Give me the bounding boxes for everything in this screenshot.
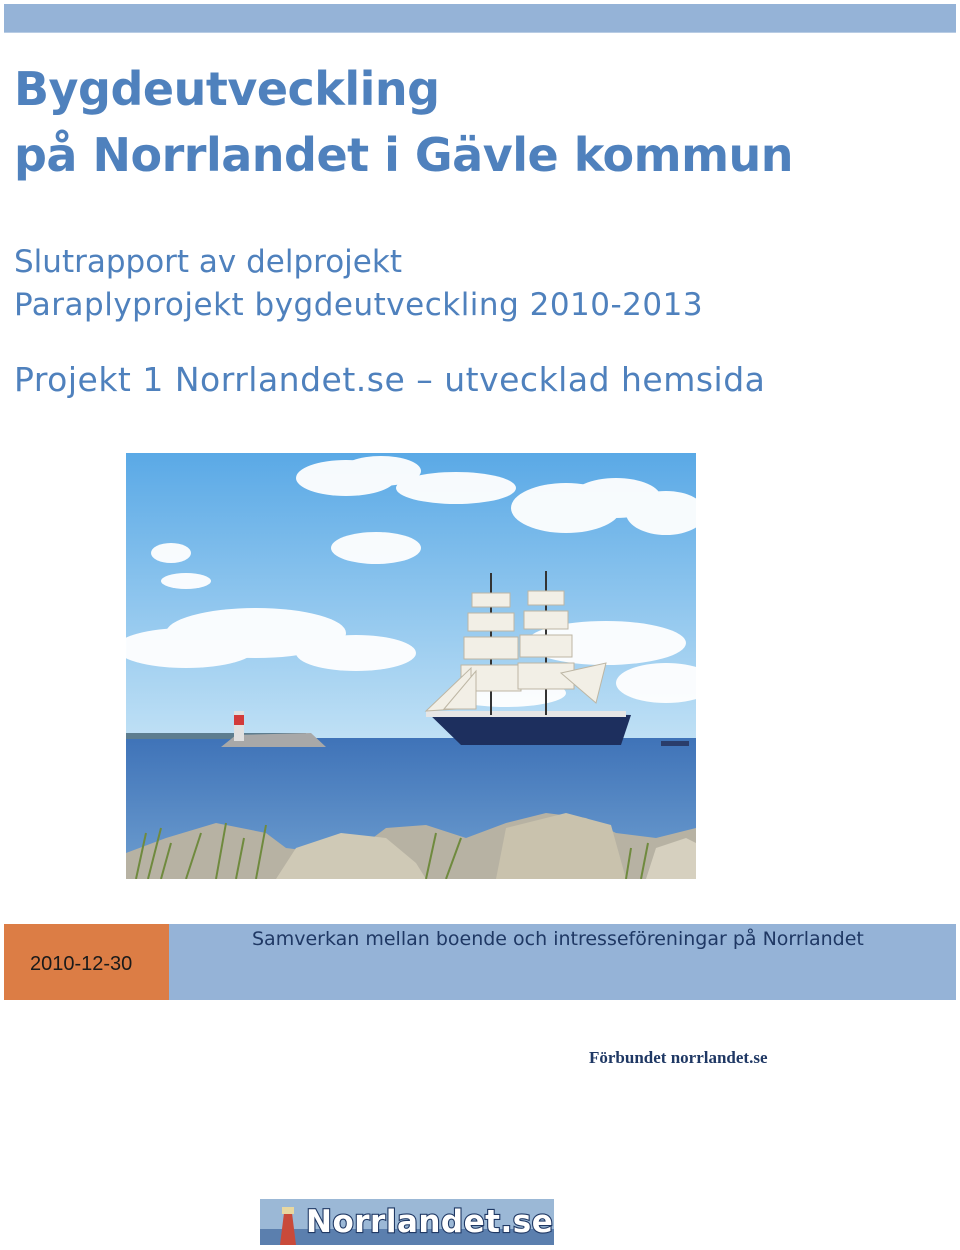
tagline-text: Samverkan mellan boende och intresseföreningar på Norrlandet	[252, 928, 864, 950]
subtitle-line1: Slutrapport av delprojekt	[14, 244, 402, 280]
project-heading: Projekt 1 Norrlandet.se – utvecklad hemsida	[14, 360, 766, 399]
organization-name: Förbundet norrlandet.se	[589, 1048, 768, 1067]
report-date: 2010-12-30	[30, 953, 133, 975]
cover-photo	[126, 453, 696, 879]
top-banner	[4, 4, 956, 33]
report-title-line1: Bygdeutveckling	[14, 62, 440, 116]
logo-text: Norrlandet.se	[306, 1204, 554, 1240]
norrlandet-logo	[260, 1199, 554, 1245]
report-title-line2: på Norrlandet i Gävle kommun	[14, 128, 794, 182]
subtitle-line2: Paraplyprojekt bygdeutveckling 2010-2013	[14, 287, 704, 323]
